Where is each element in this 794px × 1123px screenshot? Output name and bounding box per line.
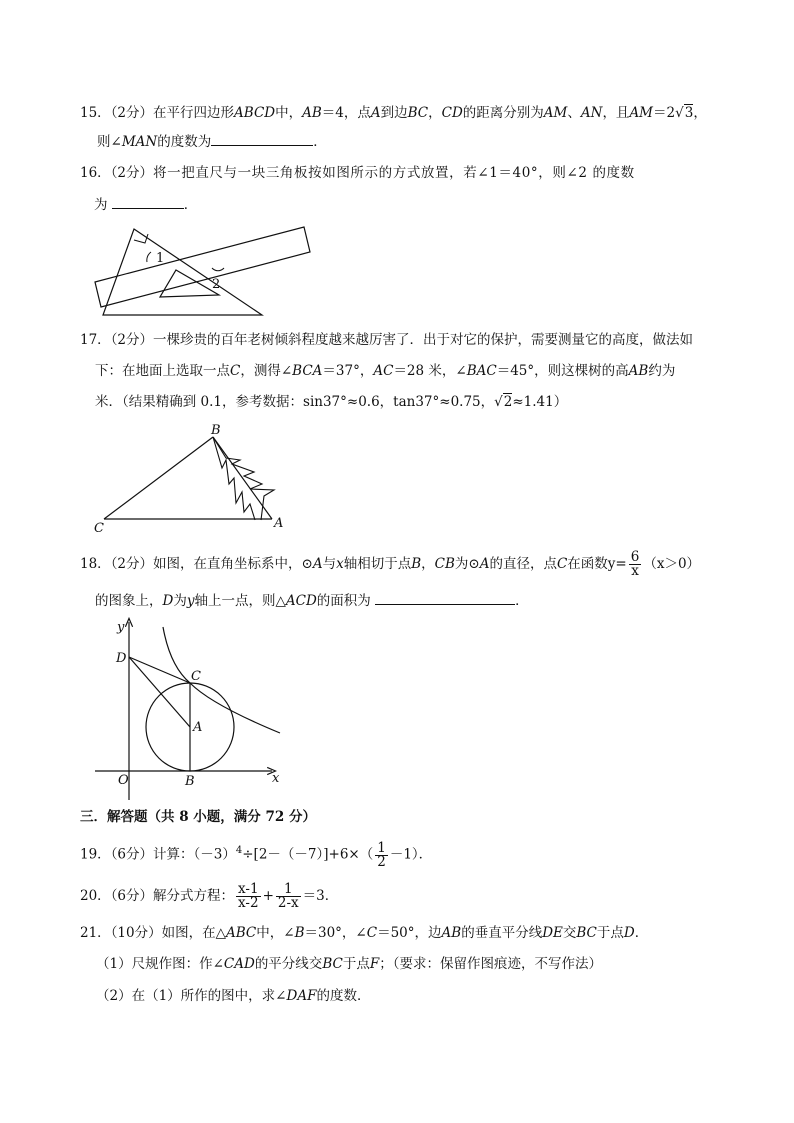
label-y: y (117, 620, 125, 635)
q17-line1: 17．（2分）一棵珍贵的百年老树倾斜程度越来越厉害了．出于对它的保护，需要测量它的高度，做法如 (80, 332, 694, 348)
segment-DA (129, 657, 190, 727)
hyperbola (163, 627, 280, 733)
question-number: 15． (80, 105, 111, 121)
sqrt-symbol: √ (675, 105, 684, 121)
question-number: 17． (80, 332, 111, 348)
label-D: D (116, 651, 127, 666)
label-2: 2 (212, 277, 221, 292)
question-number: 16． (80, 165, 111, 181)
sqrt-symbol: √ (494, 394, 503, 410)
q16-line1: 16．（2分）将一把直尺与一块三角板按如图所示的方式放置，若∠1＝40°，则∠2 的度数 (80, 165, 635, 181)
question-number: 21． (80, 925, 111, 941)
section-heading: 三．解答题（共 8 小题，满分 72 分） (80, 809, 316, 825)
q21-part2: （2）在（1）所作的图中，求∠DAF的度数． (96, 988, 371, 1004)
label-C: C (94, 521, 104, 536)
score: （10分） (110, 925, 162, 941)
label-B: B (185, 774, 195, 789)
q17-line3: 米．（结果精确到 0.1，参考数据：sin37°≈0.6，tan37°≈0.75，√2≈1.41） (95, 394, 568, 410)
label-C: C (191, 669, 201, 684)
label-B: B (211, 423, 221, 438)
q15-line2: 则∠MAN的度数为 ． (97, 131, 327, 152)
score: （6分） (110, 846, 154, 863)
score: （6分） (110, 888, 154, 904)
q21-line1: 21．（10分）如图，在△ABC中，∠B＝30°，∠C＝50°，边AB的垂直平分线DE交BC于点D． (80, 925, 649, 941)
label-1: 1 (156, 251, 165, 266)
label-A: A (274, 516, 284, 531)
q18-line2: 的图象上，D为y轴上一点，则△ACD的面积为 ． (95, 590, 529, 611)
label-A: A (193, 720, 203, 735)
q17-line2: 下：在地面上选取一点C，测得∠BCA＝37°，AC＝28 米，∠BAC＝45°，则这棵树的高AB约为 (95, 363, 676, 379)
score: （2分） (110, 105, 154, 121)
q18-line1: 18．（2分）如图，在直角坐标系中，⊙A与x轴相切于点B，CB为⊙A的直径，点C在函数y= $\frac{6}{x}$ （x＞0） (80, 549, 701, 579)
fraction: $\frac{1}{2-x}$ (277, 881, 299, 911)
q20-line: 20．（6分）解分式方程： $\frac{x-1}{x-2}$ + $\frac{1}{2-x}$ ＝3． (80, 881, 339, 911)
fraction: $\frac{1}{2}$ (377, 839, 386, 870)
score: （2分） (110, 165, 154, 181)
question-number: 19． (80, 846, 111, 863)
fraction: $\frac{6}{x}$ (630, 549, 640, 579)
q21-part1: （1）尺规作图：作∠CAD的平分线交BC于点F；（要求：保留作图痕迹，不写作法） (96, 956, 602, 972)
label-O: O (118, 773, 129, 788)
question-number: 20． (80, 888, 111, 904)
fraction: $\frac{x-1}{x-2}$ (238, 881, 259, 911)
q16-line2: 为 ． (94, 194, 197, 215)
label-x: x (272, 771, 280, 786)
q19-line: 19．（6分）计算：$(-3)^4\div[2-(-7)]+6\times$（ $\frac{1}{2}$ －1）． (80, 839, 433, 870)
score: （2分） (110, 556, 154, 572)
q15-line1: 15．（2分）在平行四边形ABCD中，AB＝4，点A到边BC，CD的距离分别为AM、AN，且AM＝2√3， (80, 105, 707, 121)
segment-DC (129, 657, 190, 683)
score: （2分） (110, 332, 154, 348)
question-number: 18． (80, 556, 111, 572)
